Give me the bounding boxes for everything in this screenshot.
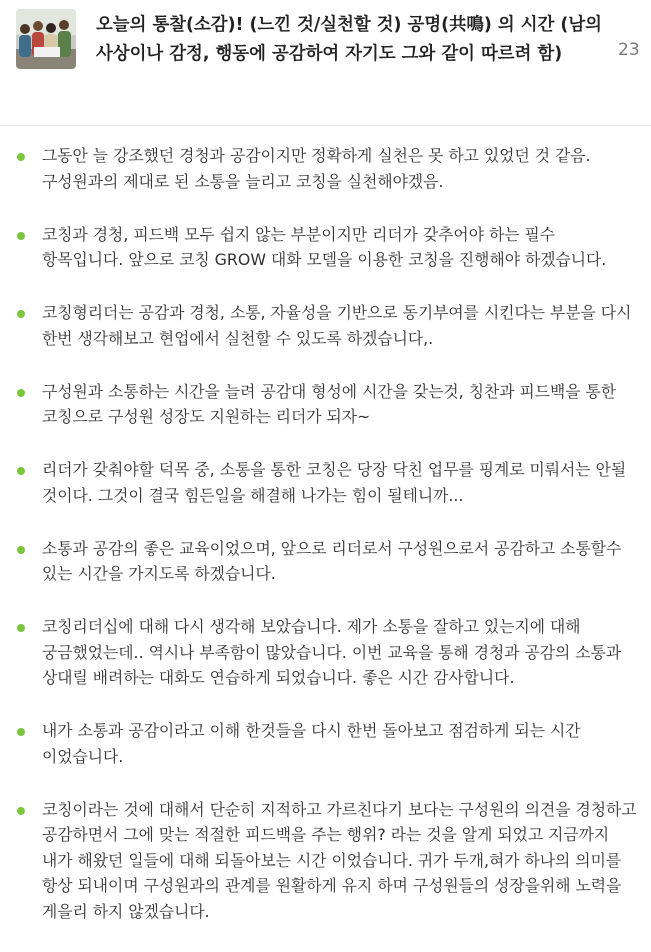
comment-text: 코칭이라는 것에 대해서 단순히 지적하고 가르친다기 보다는 구성원의 의견을 경청하고 공감하면서 그에 맞는 적절한 피드백을 주는 행위? 라는 것을 알게 되었고 지금까지 내가 해왔던 일들에 대해 되돌아보는 시간 이었습니다. 귀가 두개,혀가 하나의 의미를 항상 되내이며 구성원과의 관계를 원활하게 유지 하며 구성원들의 성장을위해 노력을 게을리 하지 않겠습니다. xyxy=(42,799,637,921)
list-item xyxy=(0,718,651,769)
bullet-dot-icon xyxy=(17,310,25,318)
comment-text: 그동안 늘 강조했던 경청과 공감이지만 정확하게 실천은 못 하고 있었던 것 같음. 구성원과의 제대로 된 소통을 늘리고 코칭을 실천해야겠음. xyxy=(42,146,591,191)
comment-text: 코칭리더십에 대해 다시 생각해 보았습니다. 제가 소통을 잘하고 있는지에 대해 궁금했었는데.. 역시나 부족함이 많았습니다. 이번 교육을 통해 경청과 공감의 소통과 상대릴 배려하는 대화도 연습하게 되었습니다. 좋은 시간 감사합니다. xyxy=(42,617,622,687)
list-item xyxy=(0,536,651,587)
comment-list xyxy=(0,143,651,952)
list-item xyxy=(0,300,651,351)
bullet-dot-icon xyxy=(17,467,25,475)
bullet-dot-icon xyxy=(17,546,25,554)
comment-text: 코칭형리더는 공감과 경청, 소통, 자율성을 기반으로 동기부여를 시킨다는 부분을 다시 한번 생각해보고 현업에서 실천할 수 있도록 하겠습니다,. xyxy=(42,303,632,348)
list-item xyxy=(0,797,651,925)
comment-text: 리더가 갖춰야할 덕목 중, 소통을 통한 코칭은 당장 닥친 업무를 핑계로 미뤄서는 안될 것이다. 그것이 결국 힘든일을 해결해 나가는 힘이 될테니까... xyxy=(42,460,627,505)
post-header xyxy=(0,0,651,126)
bullet-dot-icon xyxy=(17,728,25,736)
bullet-dot-icon xyxy=(17,807,25,815)
bullet-dot-icon xyxy=(17,232,25,240)
group-photo-icon[interactable] xyxy=(16,9,76,69)
list-item xyxy=(0,222,651,273)
list-item xyxy=(0,143,651,194)
view-count: 23 xyxy=(618,40,640,60)
list-item xyxy=(0,614,651,691)
bullet-dot-icon xyxy=(17,389,25,397)
comment-text: 코칭과 경청, 피드백 모두 쉽지 않는 부분이지만 리더가 갖추어야 하는 필수 항목입니다. 앞으로 코칭 GROW 대화 모델을 이용한 코칭을 진행해야 하겠습니다. xyxy=(42,224,607,269)
comment-text: 구성원과 소통하는 시간을 늘려 공감대 형성에 시간을 갖는것, 칭찬과 피드백을 통한 코칭으로 구성원 성장도 지원하는 리더가 되자~ xyxy=(42,381,617,426)
post-title: 오늘의 통찰(소감)! (느낀 것/실천할 것) 공명(共鳴) 의 시간 (남의 사상이나 감정, 행동에 공감하여 자기도 그와 같이 따르려 함) xyxy=(96,15,602,64)
comment-text: 내가 소통과 공감이라고 이해 한것들을 다시 한번 돌아보고 점검하게 되는 시간 이었습니다. xyxy=(42,721,581,766)
list-item xyxy=(0,379,651,430)
bullet-dot-icon xyxy=(17,153,25,161)
comment-text: 소통과 공감의 좋은 교육이었으며, 앞으로 리더로서 구성원으로서 공감하고 소통할수 있는 시간을 가지도록 하겠습니다. xyxy=(42,538,622,583)
bullet-dot-icon xyxy=(17,624,25,632)
list-item xyxy=(0,457,651,508)
